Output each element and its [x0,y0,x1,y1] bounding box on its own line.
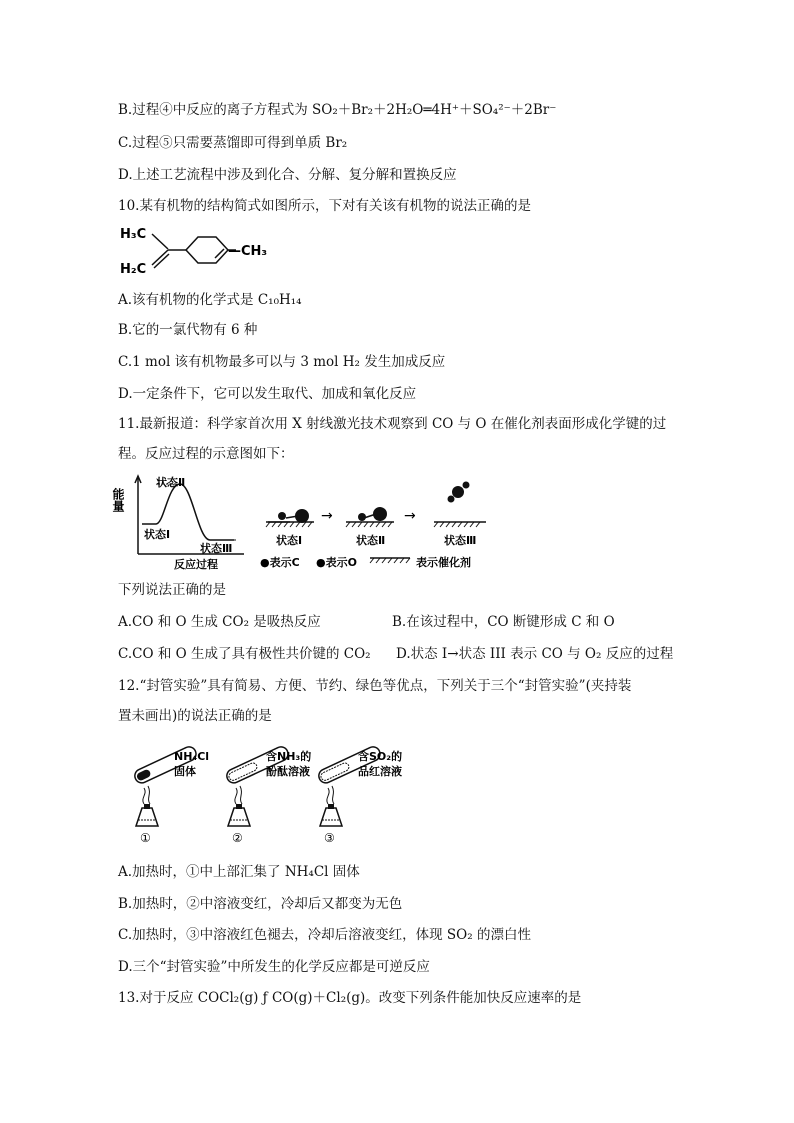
q11-figure [111,472,498,572]
q12-option-b: B.加热时，②中溶液变红，冷却后又都变为无色 [118,896,403,912]
q9-option-b: B.过程④中反应的离子方程式为 SO₂＋Br₂＋2H₂O═4H⁺＋SO₄²⁻＋2Br⁻ [118,102,557,118]
q12-option-a: A.加热时，①中上部汇集了 NH₄Cl 固体 [118,864,360,880]
q12-figure [126,736,466,846]
q11-legend-catalyst: 表示催化剂 [416,556,471,569]
q11-option-c: C.CO 和 O 生成了具有极性共价键的 CO₂ [118,646,371,662]
q11-option-a: A.CO 和 O 生成 CO₂ 是吸热反应 [118,614,321,630]
q9-option-d: D.上述工艺流程中涉及到化合、分解、复分解和置换反应 [118,167,457,183]
q10-label-h2c: H₂C [120,262,147,277]
q11-legend-catalyst-hatch [370,558,410,563]
q10-stem: 10.某有机物的结构简式如图所示，下对有关该有机物的说法正确的是 [118,198,531,214]
q12-apparatus-1 [133,745,210,845]
q12-apparatus-2 [225,745,312,845]
q12-tube1-label-b: 固体 [174,765,196,778]
q10-label-ch3: —CH₃ [228,244,268,259]
q11-state1-caption: 状态Ⅰ [276,534,303,547]
q12-stem-line1: 12.“封管实验”具有简易、方便、节约、绿色等优点，下列关于三个“封管实验”(夹持装 [118,678,632,694]
q11-state3-caption: 状态Ⅲ [444,534,477,547]
q11-stem-line1: 11.最新报道：科学家首次用 X 射线激光技术观察到 CO 与 O 在催化剂表面形成化学键的过 [118,416,667,432]
q12-tube3-label-b: 品红溶液 [358,765,402,778]
q11-stem-line2: 程。反应过程的示意图如下： [118,446,294,462]
q12-apparatus-3 [317,745,403,845]
q11-state3-label: 状态Ⅲ [200,542,233,555]
q9-option-c: C.过程⑤只需要蒸馏即可得到单质 Br₂ [118,135,348,151]
q11-state2-illustration [346,507,394,547]
q12-tube2-label-a: 含NH₃的 [266,750,312,763]
q12-tube2-label-b: 酚酞溶液 [266,765,310,778]
arrow-right-icon-2: → [404,508,416,524]
q11-option-b: B.在该过程中，CO 断键形成 C 和 O [392,614,615,630]
q10-option-b: B.它的一氯代物有 6 种 [118,322,258,338]
q11-legend-carbon: ●表示C [260,556,300,569]
q12-label-3: ③ [324,831,335,845]
q11-state2-label: 状态Ⅱ [156,476,186,489]
q10-option-a: A.该有机物的化学式是 C₁₀H₁₄ [118,292,302,308]
q11-state1-label: 状态Ⅰ [144,528,171,541]
q12-label-1: ① [140,831,151,845]
q10-label-h3c: H₃C [120,227,147,242]
q12-tube3-label-a: 含SO₂的 [358,750,403,763]
q12-stem-line2: 置未画出)的说法正确的是 [118,708,272,724]
q10-skeleton [152,234,236,268]
q11-state3-illustration [434,482,486,548]
q10-option-d: D.一定条件下，它可以发生取代、加成和氧化反应 [118,386,417,402]
q11-energy-axis-label: 能量 [111,488,125,512]
q12-label-2: ② [232,831,243,845]
arrow-right-icon: → [321,508,333,524]
q11-state1-illustration [266,509,314,547]
q12-tube1-label-a: NH₄Cl [174,750,210,763]
q11-state2-caption: 状态Ⅱ [356,534,386,547]
q11-xaxis-label: 反应过程 [174,558,218,571]
q12-option-d: D.三个“封管实验”中所发生的化学反应都是可逆反应 [118,959,430,975]
q12-option-c: C.加热时，③中溶液红色褪去，冷却后溶液变红，体现 SO₂ 的漂白性 [118,927,531,943]
q10-option-c: C.1 mol 该有机物最多可以与 3 mol H₂ 发生加成反应 [118,354,446,370]
q11-legend-oxygen: ●表示O [316,556,357,569]
q11-ask: 下列说法正确的是 [118,582,226,598]
q10-structure-figure [118,220,268,278]
q11-option-d: D.状态 I→状态 III 表示 CO 与 O₂ 反应的过程 [396,646,674,662]
q13-stem: 13.对于反应 COCl₂(g) ƒ CO(g)＋Cl₂(g)。改变下列条件能加快反应速率的是 [118,990,582,1006]
